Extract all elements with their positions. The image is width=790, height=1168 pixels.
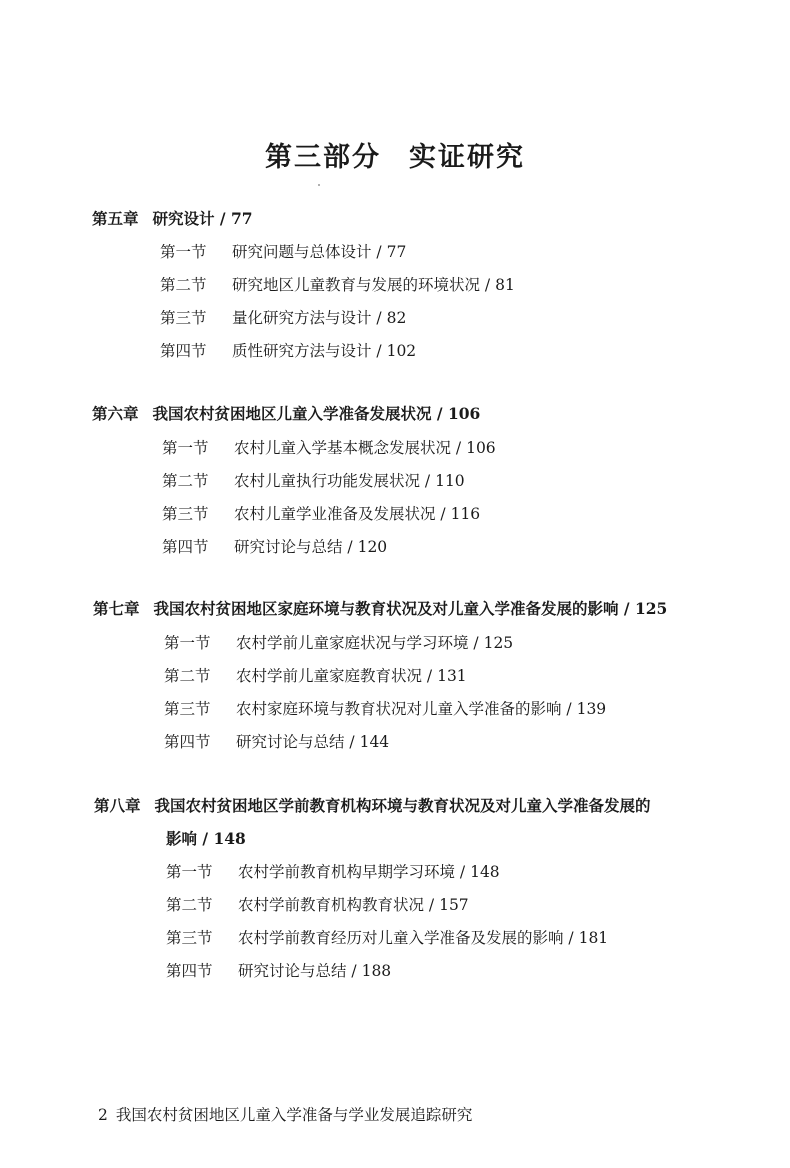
- section-number: 第二节: [164, 667, 211, 685]
- section-title: 农村学前儿童家庭教育状况 / 131: [236, 667, 467, 685]
- section-number: 第三节: [160, 309, 207, 327]
- section-title: 研究讨论与总结 / 120: [234, 538, 388, 556]
- toc-section[interactable]: [164, 631, 513, 653]
- section-number: 第一节: [164, 634, 211, 652]
- section-number: 第一节: [162, 439, 209, 457]
- section-number: 第四节: [162, 538, 209, 556]
- toc-section[interactable]: [162, 469, 465, 491]
- section-title: 研究讨论与总结 / 188: [238, 962, 392, 980]
- toc-chapter-7[interactable]: [93, 597, 667, 619]
- chapter-title: 我国农村贫困地区儿童入学准备发展状况 / 106: [152, 404, 481, 423]
- section-title: 农村家庭环境与教育状况对儿童入学准备的影响 / 139: [236, 700, 607, 718]
- toc-chapter-6[interactable]: [92, 402, 480, 424]
- toc-chapter-5[interactable]: [92, 207, 253, 229]
- toc-section[interactable]: [166, 893, 469, 915]
- chapter-title: 我国农村贫困地区学前教育机构环境与教育状况及对儿童入学准备发展的: [154, 796, 651, 815]
- toc-section[interactable]: [160, 306, 406, 328]
- section-title: 农村儿童学业准备及发展状况 / 116: [234, 505, 481, 523]
- section-title: 研究讨论与总结 / 144: [236, 733, 390, 751]
- section-number: 第二节: [162, 472, 209, 490]
- section-number: 第二节: [160, 276, 207, 294]
- scan-dot: [318, 184, 320, 186]
- toc-section[interactable]: [160, 273, 515, 295]
- section-title: 农村学前儿童家庭状况与学习环境 / 125: [236, 634, 514, 652]
- section-number: 第二节: [166, 896, 213, 914]
- toc-section[interactable]: [162, 436, 496, 458]
- section-title: 农村儿童执行功能发展状况 / 110: [234, 472, 465, 490]
- section-number: 第四节: [164, 733, 211, 751]
- chapter-number: 第七章: [93, 599, 140, 618]
- chapter-title-continuation: 影响 / 148: [166, 829, 246, 848]
- section-title: 研究问题与总体设计 / 77: [232, 243, 407, 261]
- section-title: 农村学前教育机构教育状况 / 157: [238, 896, 469, 914]
- chapter-number: 第六章: [92, 404, 139, 423]
- toc-section[interactable]: [162, 535, 387, 557]
- toc-chapter-8[interactable]: [94, 794, 651, 816]
- section-title: 农村学前教育经历对儿童入学准备及发展的影响 / 181: [238, 929, 609, 947]
- section-number: 第四节: [166, 962, 213, 980]
- toc-section[interactable]: [166, 959, 391, 981]
- section-title: 研究地区儿童教育与发展的环境状况 / 81: [232, 276, 515, 294]
- chapter-title: 研究设计 / 77: [152, 209, 253, 228]
- section-number: 第一节: [166, 863, 213, 881]
- section-title: 农村学前教育机构早期学习环境 / 148: [238, 863, 500, 881]
- toc-section[interactable]: [166, 926, 608, 948]
- part-heading: [0, 135, 790, 174]
- toc-section[interactable]: [164, 697, 606, 719]
- toc-section[interactable]: [160, 339, 416, 361]
- section-number: 第三节: [166, 929, 213, 947]
- section-number: 第三节: [162, 505, 209, 523]
- section-number: 第四节: [160, 342, 207, 360]
- chapter-title: 我国农村贫困地区家庭环境与教育状况及对儿童入学准备发展的影响 / 125: [153, 599, 668, 618]
- section-number: 第三节: [164, 700, 211, 718]
- part-label: 第三部分: [265, 142, 381, 173]
- toc-section[interactable]: [164, 730, 389, 752]
- running-title: 我国农村贫困地区儿童入学准备与学业发展追踪研究: [115, 1106, 473, 1124]
- section-title: 质性研究方法与设计 / 102: [232, 342, 417, 360]
- section-title: 量化研究方法与设计 / 82: [232, 309, 407, 327]
- toc-section[interactable]: [164, 664, 467, 686]
- chapter-number: 第五章: [92, 209, 139, 228]
- toc-section[interactable]: [166, 860, 500, 882]
- page-footer: [98, 1103, 472, 1125]
- toc-section[interactable]: [160, 240, 406, 262]
- section-title: 农村儿童入学基本概念发展状况 / 106: [234, 439, 496, 457]
- section-number: 第一节: [160, 243, 207, 261]
- part-title: 实证研究: [409, 142, 525, 173]
- toc-section[interactable]: [162, 502, 480, 524]
- chapter-number: 第八章: [94, 796, 141, 815]
- page-number: 2: [98, 1106, 108, 1124]
